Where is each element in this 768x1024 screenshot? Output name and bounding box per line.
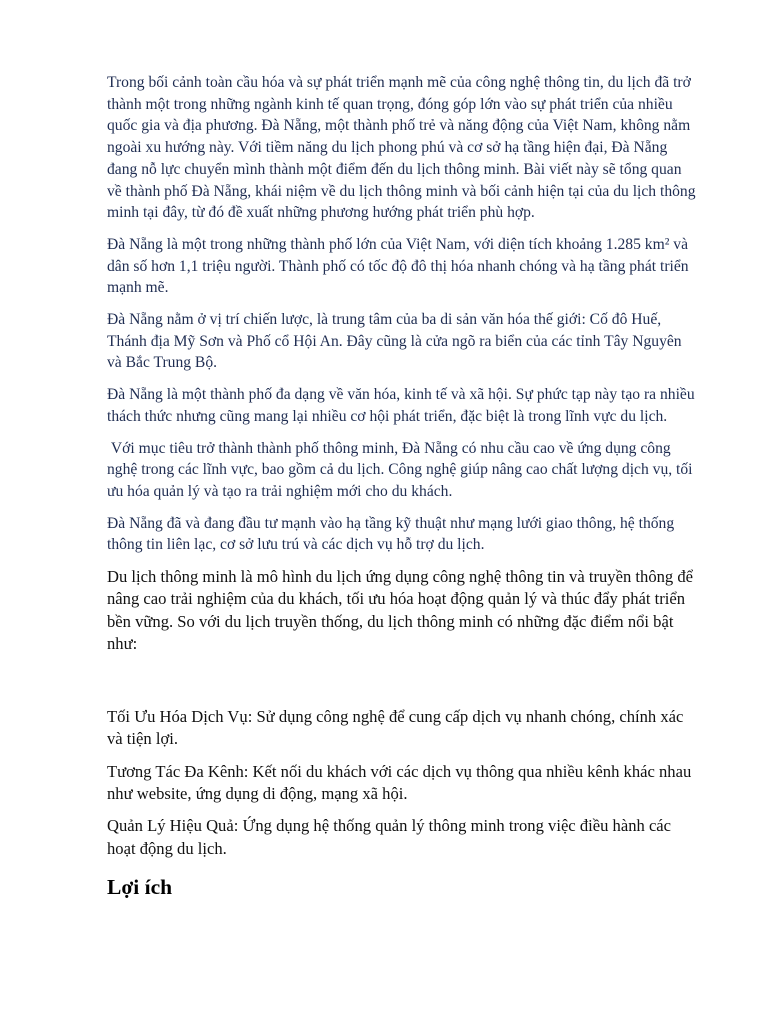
paragraph-location: Đà Nẵng nằm ở vị trí chiến lược, là trung tâm của ba di sản văn hóa thế giới: Cố đô Huế, Thánh địa Mỹ Sơn và Phố cổ Hội An. Đây cũng là cửa ngõ ra biển của các tỉnh Tây Nguyên và Bắc Trung Bộ.	[107, 311, 682, 372]
feature-service-optimization: Tối Ưu Hóa Dịch Vụ: Sử dụng công nghệ để cung cấp dịch vụ nhanh chóng, chính xác và tiện lợi.	[107, 706, 684, 749]
paragraph-diversity: Đà Nẵng là một thành phố đa dạng về văn hóa, kinh tế và xã hội. Sự phức tạp này tạo ra nhiều thách thức nhưng cũng mang lại nhiều cơ hội phát triển, đặc biệt là trong lĩnh vực du lịch.	[107, 386, 695, 425]
paragraph-intro: Trong bối cảnh toàn cầu hóa và sự phát triển mạnh mẽ của công nghệ thông tin, du lịch đã trở thành một trong những ngành kinh tế quan trọng, đóng góp lớn vào sự phát triển của nhiều quốc gia và địa phương. Đà Nẵng, một thành phố trẻ và năng động của Việt Nam, không nằm ngoài xu hướng này. Với tiềm năng du lịch phong phú và cơ sở hạ tầng hiện đại, Đà Nẵng đang nỗ lực chuyển mình thành một điểm đến du lịch thông minh. Bài viết này sẽ tổng quan về thành phố Đà Nẵng, khái niệm về du lịch thông minh và bối cảnh hiện tại của du lịch thông minh tại đây, từ đó đề xuất những phương hướng phát triển phù hợp.	[107, 74, 696, 222]
feature-efficient-management: Quản Lý Hiệu Quả: Ứng dụng hệ thống quản lý thông minh trong việc điều hành các hoạt động du lịch.	[107, 816, 672, 858]
section-heading-benefits: Lợi ích	[107, 875, 173, 900]
paragraph-area-population: Đà Nẵng là một trong những thành phố lớn của Việt Nam, với diện tích khoảng 1.285 km² và dân số hơn 1,1 triệu người. Thành phố có tốc độ đô thị hóa nhanh chóng và hạ tầng phát triển mạnh mẽ.	[107, 235, 689, 297]
document-page	[107, 72, 697, 900]
paragraph-smart-city-goal: Với mục tiêu trở thành thành phố thông minh, Đà Nẵng có nhu cầu cao về ứng dụng công nghệ trong các lĩnh vực, bao gồm cả du lịch. Công nghệ giúp nâng cao chất lượng dịch vụ, tối ưu hóa quản lý và tạo ra trải nghiệm mới cho du khách.	[107, 439, 697, 500]
paragraph-infrastructure: Đà Nẵng đã và đang đầu tư mạnh vào hạ tầng kỹ thuật như mạng lưới giao thông, hệ thống thông tin liên lạc, cơ sở lưu trú và các dịch vụ hỗ trợ du lịch.	[107, 514, 675, 554]
paragraph-smart-tourism-definition: Du lịch thông minh là mô hình du lịch ứng dụng công nghệ thông tin và truyền thông để nâng cao trải nghiệm của du khách, tối ưu hóa hoạt động quản lý và thúc đẩy phát triển bền vững. So với du lịch truyền thống, du lịch thông minh có những đặc điểm nổi bật như:	[107, 567, 694, 654]
feature-multichannel-interaction: Tương Tác Đa Kênh: Kết nối du khách với các dịch vụ thông qua nhiều kênh khác nhau như website, ứng dụng di động, mạng xã hội.	[107, 761, 692, 803]
